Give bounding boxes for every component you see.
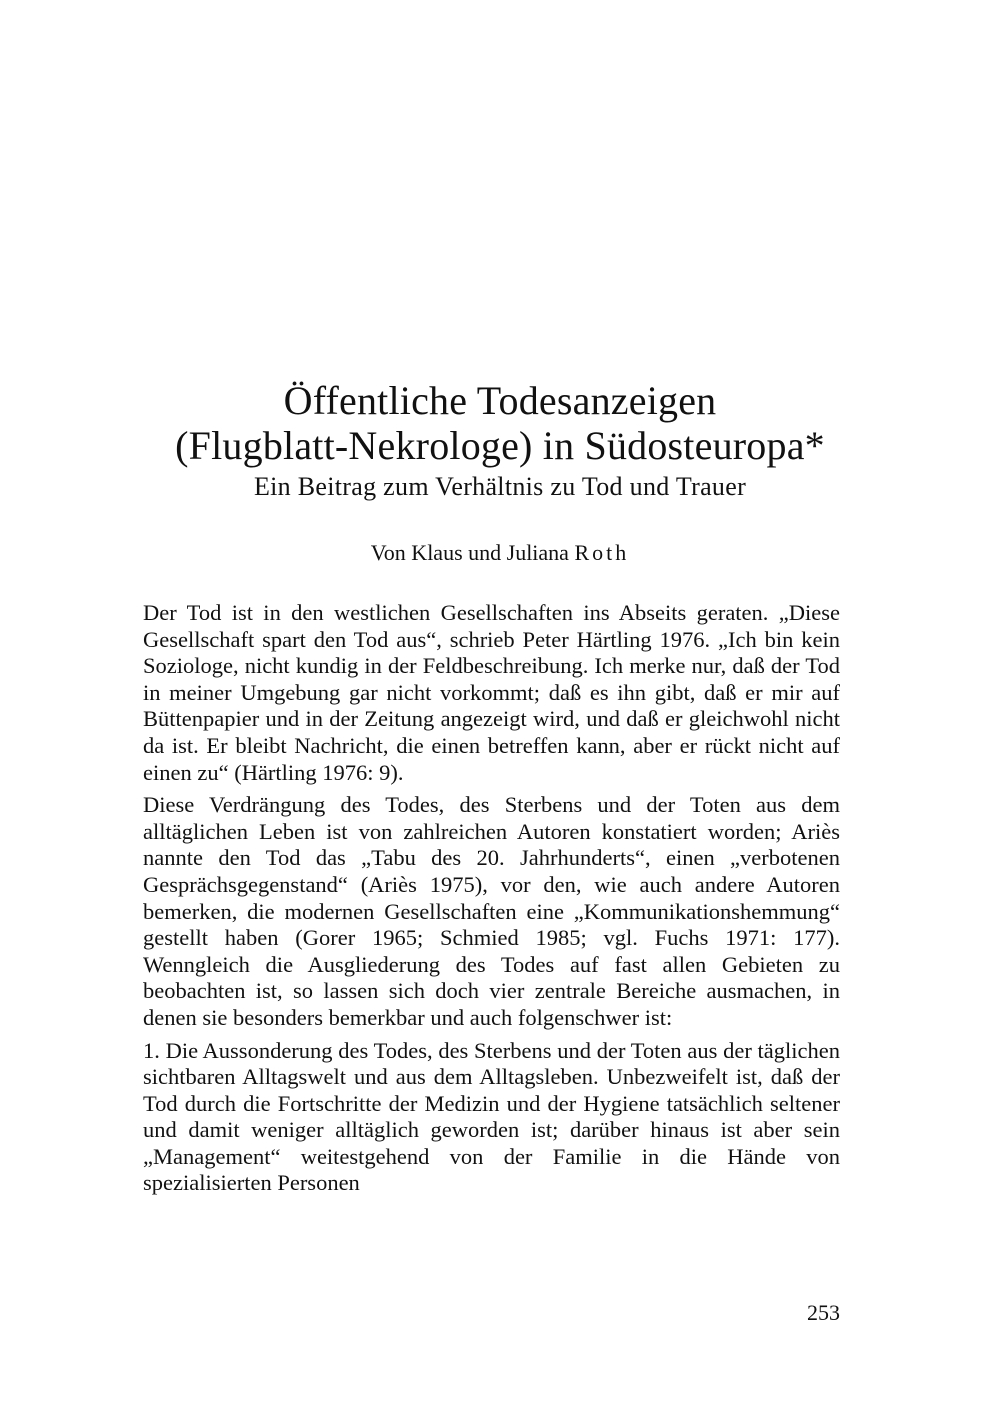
page-number: 253 xyxy=(807,1300,840,1325)
article-title-line-2: (Flugblatt-Nekrologe) in Südosteuropa* xyxy=(175,423,825,468)
article-body xyxy=(143,600,840,1203)
author-byline xyxy=(100,540,900,566)
article-subtitle: Ein Beitrag zum Verhältnis zu Tod und Trauer xyxy=(253,472,747,501)
byline-surname: Roth xyxy=(574,540,630,565)
paragraph: Diese Verdrängung des Todes, des Sterbens und der Toten aus dem alltäglichen Leben ist von zahlreichen Autoren konstatiert worden; Ariès nannte den Tod das „Tabu des 20. Jahrhunderts“, einen „verbotenen Gesprächsgegenstand“ (Ariès 1975), vor den, wie auch andere Autoren bemerken, die modernen Gesellschaften eine „Kommunikationshemmung“ gestellt haben (Gorer 1965; Schmied 1985; vgl. Fuchs 1971: 177). Wenngleich die Ausgliederung des Todes auf fast allen Gebieten zu beobachten ist, so lassen sich doch vier zentrale Bereiche ausmachen, in denen sie besonders bemerkbar und auch folgenschwer ist: xyxy=(143,792,840,1030)
article-header xyxy=(100,378,900,502)
article-title-line-1: Öffentliche Todesanzeigen xyxy=(283,378,717,423)
paragraph: 1. Die Aussonderung des Todes, des Sterbens und der Toten aus der täglichen sichtbaren Alltagswelt und aus dem Alltagsleben. Unbezweifelt ist, daß der Tod durch die Fortschritte der Medizin und der Hygiene tatsächlich seltener und damit weniger alltäglich geworden ist; darüber hinaus ist aber sein „Management“ weitestgehend von der Familie in die Hände von spezialisierten Personen xyxy=(143,1037,840,1196)
paragraph: Der Tod ist in den westlichen Gesellschaften ins Abseits geraten. „Diese Gesellschaft spart den Tod aus“, schrieb Peter Härtling 1976. „Ich bin kein Soziologe, nicht kundig in der Feldbeschreibung. Ich merke nur, daß der Tod in meiner Umgebung gar nicht vorkommt; daß es ihn gibt, daß er mir auf Büttenpapier und in der Zeitung angezeigt wird, und daß er gleichwohl nicht da ist. Er bleibt Nachricht, die einen betreffen kann, aber er rückt nicht auf einen zu“ (Härtling 1976: 9). xyxy=(143,600,840,785)
byline-prefix: Von Klaus und Juliana xyxy=(370,540,575,565)
